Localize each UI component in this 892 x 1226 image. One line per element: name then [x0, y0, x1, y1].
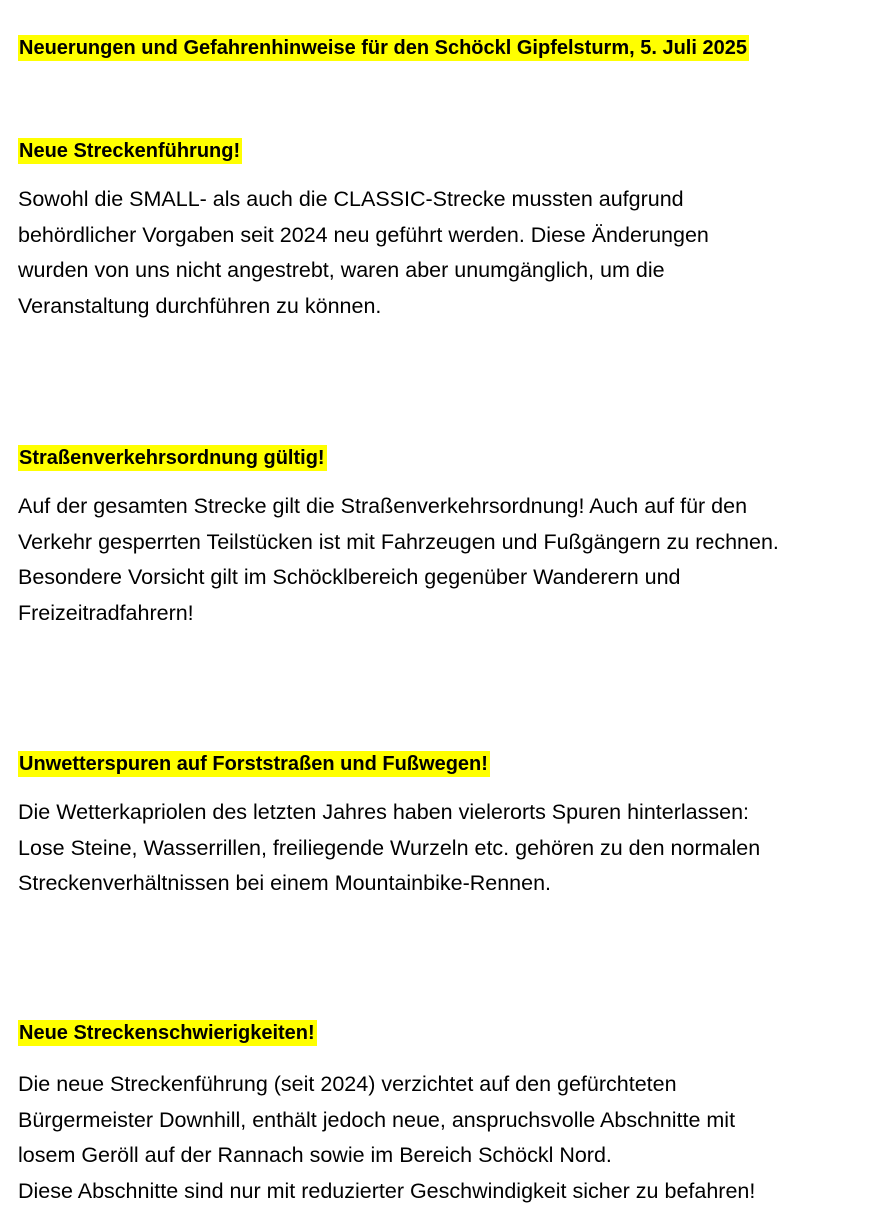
paragraph-line: Sowohl die SMALL- als auch die CLASSIC-Strecke mussten aufgrund	[18, 187, 684, 211]
paragraph-line: Bürgermeister Downhill, enthält jedoch neue, anspruchsvolle Abschnitte mit	[18, 1107, 736, 1132]
paragraph-line: Die neue Streckenführung (seit 2024) verzichtet auf den gefürchteten	[18, 1072, 677, 1096]
document-title	[18, 34, 749, 62]
section-heading-text: Straßenverkehrsordnung gültig!	[19, 447, 325, 469]
section-heading-text: Unwetterspuren auf Forststraßen und Fußwegen!	[19, 753, 488, 775]
section-heading-text: Neue Streckenschwierigkeiten!	[19, 1022, 315, 1044]
paragraph-line: wurden von uns nicht angestrebt, waren aber unumgänglich, um die	[18, 258, 665, 282]
paragraph-line: behördlicher Vorgaben seit 2024 neu geführt werden. Diese Änderungen	[18, 222, 709, 247]
section-paragraph	[18, 489, 878, 631]
paragraph-line: Veranstaltung durchführen zu können.	[18, 293, 382, 318]
section-heading	[18, 1019, 317, 1047]
paragraph-line: Lose Steine, Wasserrillen, freiliegende Wurzeln etc. gehören zu den normalen	[18, 835, 761, 860]
paragraph-line: Die Wetterkapriolen des letzten Jahres haben vielerorts Spuren hinterlassen:	[18, 800, 749, 824]
paragraph-line: Freizeitradfahrern!	[18, 600, 194, 625]
paragraph-line: losem Geröll auf der Rannach sowie im Bereich Schöckl Nord.	[18, 1143, 612, 1167]
document-title-text: Neuerungen und Gefahrenhinweise für den Schöckl Gipfelsturm, 5. Juli 2025	[19, 37, 747, 59]
section-heading	[18, 444, 327, 472]
section-heading	[18, 750, 490, 778]
section-paragraph	[18, 795, 878, 902]
paragraph-line: Auf der gesamten Strecke gilt die Straßenverkehrsordnung! Auch auf für den	[18, 494, 748, 518]
section-heading-text: Neue Streckenführung!	[19, 140, 241, 162]
paragraph-line: Besondere Vorsicht gilt im Schöcklbereich gegenüber Wanderern und	[18, 565, 681, 589]
section-heading	[18, 137, 242, 165]
section-paragraph	[18, 1067, 878, 1209]
paragraph-line: Verkehr gesperrten Teilstücken ist mit Fahrzeugen und Fußgängern zu rechnen.	[18, 529, 779, 554]
section-paragraph	[18, 182, 878, 324]
paragraph-line: Diese Abschnitte sind nur mit reduzierter Geschwindigkeit sicher zu befahren!	[18, 1178, 756, 1203]
paragraph-line: Streckenverhältnissen bei einem Mountainbike-Rennen.	[18, 871, 552, 895]
